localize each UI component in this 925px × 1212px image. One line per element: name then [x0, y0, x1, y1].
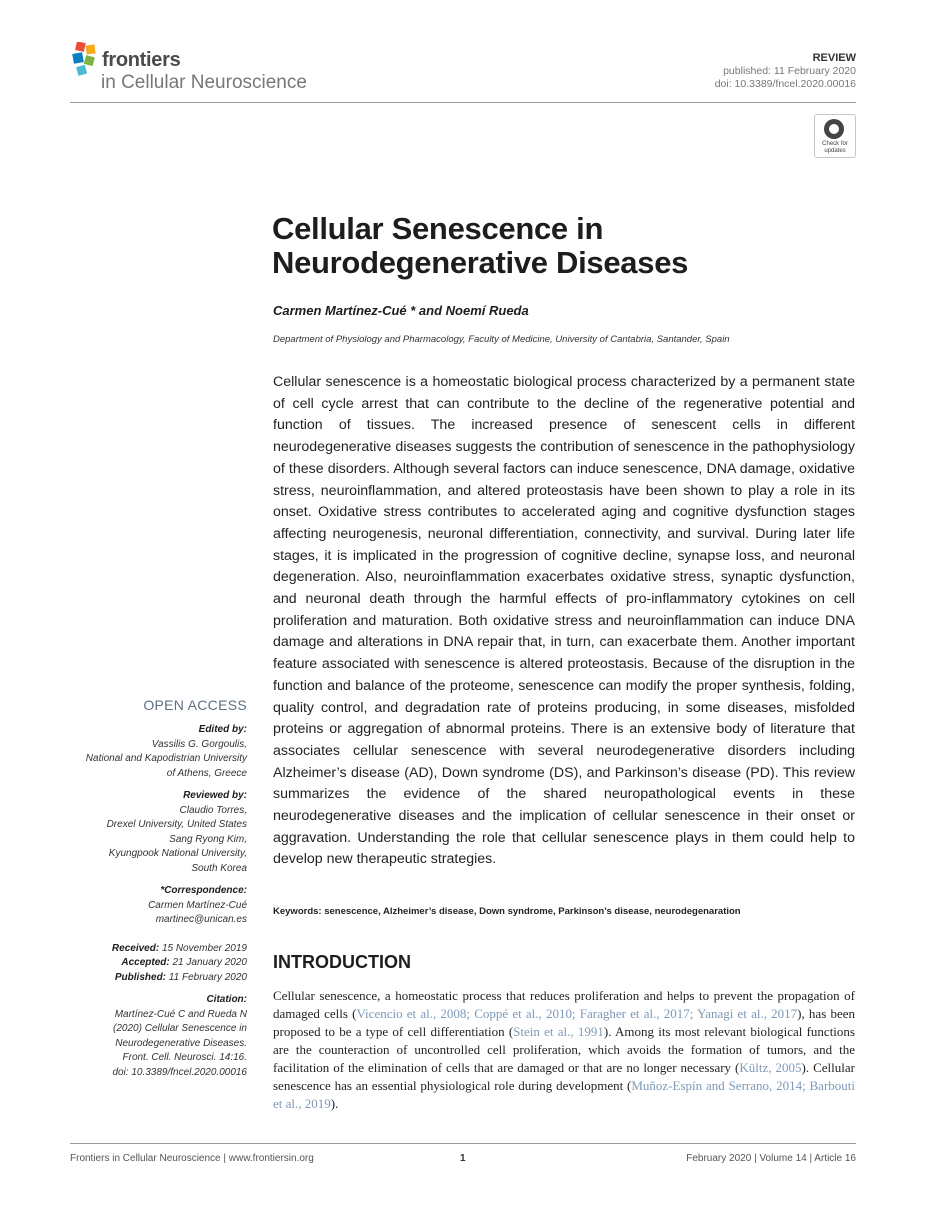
- reviewer-name: Claudio Torres,: [179, 804, 247, 816]
- intro-text-3: ). Among its most relevant biological functions are the counteraction of uncontrolled cell proliferation, which avoids the formation of tumors, and the facilitation of the elimination of cells that are damaged or that are no longer necessary (: [273, 1024, 855, 1075]
- journal-brand: frontiers: [102, 49, 181, 71]
- introduction-paragraph: [273, 987, 855, 1113]
- page-number: 1: [460, 1153, 466, 1164]
- published-date: published: 11 February 2020: [723, 65, 856, 77]
- journal-name: in Cellular Neuroscience: [101, 72, 307, 93]
- citation-link[interactable]: Kültz, 2005: [739, 1060, 802, 1075]
- keywords: Keywords: senescence, Alzheimer’s disease, Down syndrome, Parkinson’s disease, neurodegenaration: [273, 906, 741, 917]
- received-row: [70, 942, 247, 957]
- check-updates-label: Check for updates: [822, 141, 848, 154]
- frontiers-logo-icon: [70, 42, 102, 78]
- footer-divider: [70, 1143, 856, 1144]
- citation-link[interactable]: Muñoz-Espín and Serrano, 2014; Barbouti et al., 2019: [273, 1078, 855, 1111]
- reviewer-affiliation: Drexel University, United States: [106, 819, 247, 830]
- reviewer-affiliation: South Korea: [191, 862, 247, 874]
- citation-line: Front. Cell. Neurosci. 14:16.: [122, 1052, 247, 1063]
- reviewer-name: Sang Ryong Kim,: [169, 833, 247, 845]
- citation-line: doi: 10.3389/fncel.2020.00016: [112, 1066, 247, 1078]
- citation-line: (2020) Cellular Senescence in: [113, 1023, 247, 1034]
- article-type: REVIEW: [812, 52, 856, 64]
- footer-issue: February 2020 | Volume 14 | Article 16: [686, 1153, 856, 1164]
- citation-line: Martínez-Cué C and Rueda N: [114, 1008, 247, 1020]
- authors: Carmen Martínez-Cué * and Noemí Rueda: [273, 303, 529, 318]
- published-date-sidebar: 11 February 2020: [168, 971, 247, 983]
- correspondence-block: [70, 884, 247, 928]
- published-label: Published:: [114, 971, 167, 983]
- accepted-date: 21 January 2020: [172, 957, 247, 968]
- check-updates-icon: [824, 119, 844, 139]
- published-row: [70, 971, 247, 986]
- doi[interactable]: doi: 10.3389/fncel.2020.00016: [714, 78, 856, 90]
- citation-line: Neurodegenerative Diseases.: [115, 1037, 247, 1049]
- header-divider: [70, 102, 856, 103]
- citation-link[interactable]: Vicencio et al., 2008; Coppé et al., 2010; Faragher et al., 2017; Yanagi et al., 2017: [356, 1006, 798, 1021]
- citation-label: Citation:: [206, 994, 247, 1005]
- article-sidebar: [70, 696, 247, 1088]
- editor-name: Vassilis G. Gorgoulis,: [151, 738, 247, 750]
- correspondence-label: *Correspondence:: [160, 885, 247, 896]
- affiliation: Department of Physiology and Pharmacology, Faculty of Medicine, University of Cantabria, Santander, Spain: [273, 334, 730, 345]
- received-date: 15 November 2019: [161, 942, 247, 954]
- received-label: Received:: [111, 942, 160, 954]
- accepted-label: Accepted:: [121, 957, 170, 968]
- intro-text-1: Cellular senescence, a homeostatic process that reduces proliferation and helps to prevent the propagation of damaged cells (: [273, 988, 855, 1021]
- check-for-updates-button[interactable]: [814, 114, 856, 158]
- intro-text-4: ). Cellular senescence has an essential physiological role during development (: [273, 1060, 855, 1093]
- reviewed-by-block: [70, 789, 247, 876]
- edited-by-block: [70, 723, 247, 781]
- abstract: Cellular senescence is a homeostatic biological process characterized by a permanent state of cell cycle arrest that can contribute to the decline of the regenerative potential and function of tissues. The increased presence of senescent cells in different neurodegenerative diseases suggests the contribution of senescence in the pathophysiology of these disorders. Although several factors can induce senescence, DNA damage, oxidative stress, neuroinflammation, and altered proteostasis have been shown to play a role in its onset. Oxidative stress contributes to accelerated aging and cognitive dysfunction stages affecting neurogenesis, neuronal differentiation, connectivity, and survival. During later life stages, it is implicated in the progression of cognitive decline, synapse loss, and neuronal degeneration. Also, neuroinflammation exacerbates oxidative stress, synaptic dysfunction, and neuronal death through the harmful effects of pro-inflammatory cytokines on cell proliferation and maturation. Both oxidative stress and neuroinflammation can induce DNA damage and alterations in DNA repair that, in turn, can exacerbate them. Another important feature associated with senescence is altered proteostasis. Because of the disruption in the function and balance of the proteome, senescence can modify the proper synthesis, folding, quality control, and degradation rate of proteins producing, in some diseases, misfolded proteins or aggregation of abnormal proteins. There is an extensive body of literature that associates cellular senescence with several neurodegenerative disorders including Alzheimer’s disease (AD), Down syndrome (DS), and Parkinson’s disease (PD). This review summarizes the evidence of the shared neuropathological events in these neurodegenerative diseases and the implication of cellular senescence in their onset or aggravation. Understanding the role that cellular senescence plays in them could help to develop new therapeutic strategies.: [273, 374, 855, 868]
- reviewer-affiliation: Kyungpook National University,: [108, 848, 247, 859]
- correspondence-email[interactable]: martinec@unican.es: [155, 914, 247, 925]
- reviewed-by-label: Reviewed by:: [183, 790, 247, 801]
- dates-block: [70, 942, 247, 986]
- editor-affiliation: National and Kapodistrian University: [85, 753, 247, 764]
- open-access-label: OPEN ACCESS: [143, 697, 247, 713]
- accepted-row: [70, 956, 247, 971]
- footer-journal[interactable]: Frontiers in Cellular Neuroscience | www.frontiersin.org: [70, 1153, 314, 1164]
- edited-by-label: Edited by:: [198, 724, 247, 735]
- intro-text-2: ), has been proposed to be a type of cell differentiation (: [273, 1006, 855, 1039]
- citation-link[interactable]: Stein et al., 1991: [513, 1024, 604, 1039]
- citation-block: [70, 993, 247, 1080]
- correspondence-name: Carmen Martínez-Cué: [148, 899, 247, 911]
- editor-affiliation: of Athens, Greece: [166, 767, 247, 779]
- article-meta: [715, 52, 856, 91]
- section-heading-introduction: INTRODUCTION: [273, 952, 411, 972]
- intro-text-5: ).: [330, 1096, 339, 1111]
- article-title: Cellular Senescence in Neurodegenerative Diseases: [272, 211, 689, 280]
